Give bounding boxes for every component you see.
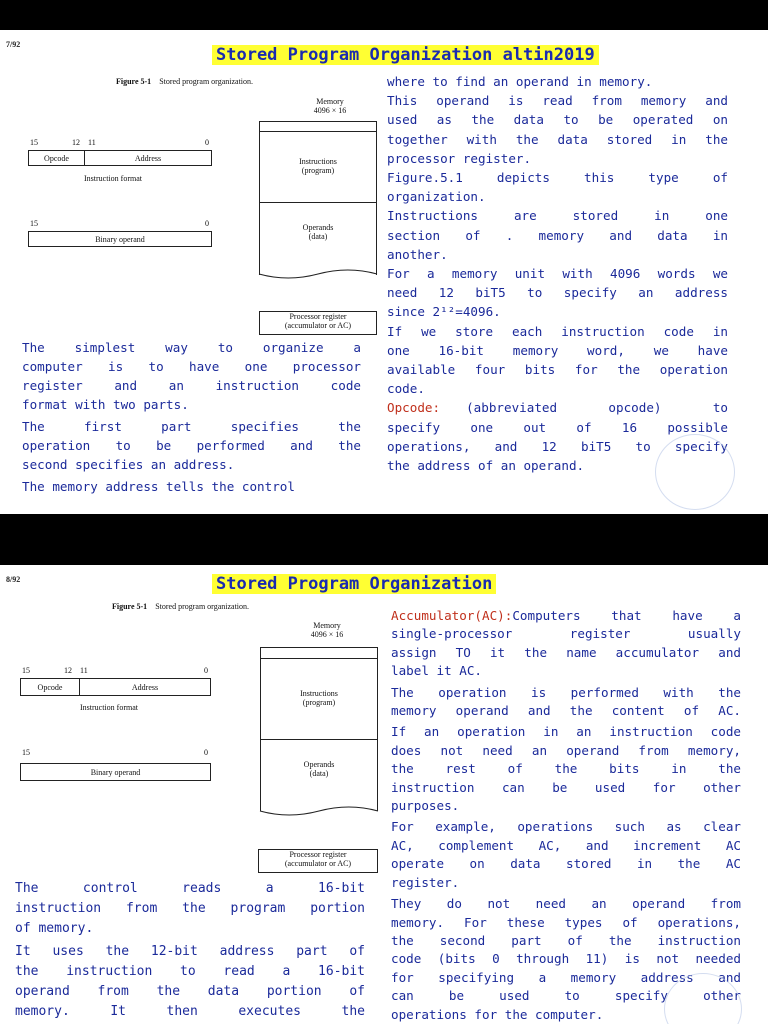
memory-label-line1: Memory [316, 97, 344, 106]
text-line: for specifying a memory address and [391, 969, 741, 985]
text-line: The memory address tells the control [22, 479, 295, 494]
operands-section [261, 740, 377, 800]
bit-15-label: 15 [30, 219, 38, 228]
text-line: another. [387, 246, 448, 262]
bit-15-label: 15 [22, 748, 30, 757]
text-line: register. [391, 874, 460, 890]
text-line: since 2¹²=4096. [387, 304, 501, 320]
text-line: the second part of the instruction [391, 932, 741, 948]
memory-block [260, 647, 378, 811]
figure-caption [116, 77, 253, 86]
slide-title: Stored Program Organization [212, 574, 496, 594]
instructions-section [260, 132, 376, 201]
text-line: used as the data to be operated on [387, 112, 728, 128]
processor-register-box [258, 849, 378, 873]
bit-11-label: 11 [88, 138, 96, 147]
text-line: together with the data stored in the [387, 131, 728, 147]
text-line: Figure.5.1 depicts this type of [387, 170, 728, 186]
text-line: single-processor register usually [391, 626, 741, 642]
instruction-format-label: Instruction format [84, 174, 142, 183]
page-number: 8/92 [6, 575, 21, 584]
text-line: of memory. [15, 921, 94, 936]
text-line: assign TO it the name accumulator and [391, 644, 741, 660]
memory-wavy-edge [259, 805, 379, 819]
slide-title: Stored Program Organization altin2019 [212, 45, 599, 65]
text-line: purposes. [391, 798, 460, 814]
binary-operand-box [20, 763, 211, 781]
opcode-term: Opcode: [387, 400, 441, 416]
figure-number: Figure 5-1 [116, 77, 152, 86]
right-text-block [387, 72, 728, 475]
text-line: section of . memory and data in [387, 227, 728, 243]
text-line: Computers that have a [512, 608, 741, 623]
memory-block [259, 121, 377, 275]
watermark-stamp [655, 434, 735, 510]
text-line: operation to be performed and the [22, 438, 361, 453]
accumulator-label: (accumulator or AC) [284, 858, 352, 868]
instruction-format-label: Instruction format [80, 703, 138, 712]
text-line: organization. [387, 189, 486, 205]
text-line: one 16-bit memory word, we have [387, 342, 728, 358]
operands-label: Operands [303, 760, 335, 770]
text-line: operate on data stored in the AC [391, 856, 741, 872]
text-line: memory. For these types of operations, [391, 914, 741, 930]
right-text-block [391, 607, 741, 1024]
text-line: the instruction to read a 16-bit [15, 964, 365, 979]
bit-11-label: 11 [80, 666, 88, 675]
instructions-label: Instructions [300, 689, 338, 699]
text-line: computer is to have one processor [22, 359, 361, 374]
text-line: instruction from the program portion [15, 901, 365, 916]
bit-12-label: 12 [64, 666, 72, 675]
text-line: Instructions are stored in one [387, 208, 728, 224]
text-line: They do not need an operand from [391, 896, 741, 912]
figure-caption-text: Stored program organization. [159, 77, 254, 86]
slide-7 [0, 30, 768, 514]
text-line: the address of an operand. [387, 458, 585, 474]
address-field: Address [131, 682, 159, 692]
processor-register-box [259, 311, 377, 335]
memory-label-line2: 4096 × 16 [310, 629, 344, 639]
text-line: operations, and 12 biT5 to specify [387, 438, 728, 454]
page-number: 7/92 [6, 40, 21, 49]
text-line: can be used to specify other [391, 988, 741, 1004]
text-line: the rest of the bits in the [391, 761, 741, 777]
instructions-label: Instructions [299, 156, 337, 166]
text-line: second specifies an address. [22, 457, 235, 472]
memory-wavy-edge [258, 268, 378, 282]
slide-8 [0, 565, 768, 1024]
text-line: For a memory unit with 4096 words we [387, 266, 728, 282]
program-label: (program) [301, 165, 335, 175]
processor-register-label: Processor register [289, 850, 347, 859]
text-line: code. [387, 381, 425, 397]
text-line: register and an instruction code [22, 378, 361, 393]
text-line: The operation is performed with the [391, 684, 741, 700]
bit-12-label: 12 [72, 138, 80, 147]
text-line: does not need an operand from memory, [391, 742, 741, 758]
left-text-block [22, 338, 361, 496]
address-field: Address [134, 153, 162, 163]
binary-operand-label: Binary operand [90, 767, 141, 777]
text-line: code (bits 0 through 11) is not needed [391, 951, 741, 967]
figure-caption [112, 602, 249, 611]
binary-operand-box [28, 231, 212, 247]
text-line: operations for the computer. [391, 1006, 604, 1022]
text-line: If an operation in an instruction code [391, 724, 741, 740]
text-line: where to find an operand in memory. [387, 74, 653, 89]
text-line: instruction can be used for other [391, 779, 741, 795]
text-line: (abbreviated opcode) to [466, 400, 728, 416]
text-line: The control reads a 16-bit [15, 881, 365, 896]
text-line: For example, operations such as clear [391, 819, 741, 835]
memory-label [296, 622, 358, 640]
text-line: operand from the data portion of [15, 984, 365, 999]
operands-label: Operands [302, 223, 334, 233]
text-line: label it AC. [391, 663, 482, 679]
text-line: The first part specifies the [22, 419, 361, 434]
memory-label-line2: 4096 × 16 [313, 105, 347, 115]
program-label: (program) [302, 698, 336, 707]
opcode-field: Opcode [37, 682, 63, 692]
text-line: processor register. [387, 150, 532, 166]
bit-0-label: 0 [204, 666, 208, 675]
text-line: specify one out of 16 possible [387, 419, 728, 435]
bit-15-label: 15 [22, 666, 30, 675]
text-line: If we store each instruction code in [387, 323, 728, 339]
accumulator-term: Accumulator(AC): [391, 608, 513, 623]
figure-caption-text: Stored program organization. [155, 602, 250, 611]
text-line: need 12 biT5 to specify an address [387, 285, 728, 301]
bit-0-label: 0 [205, 138, 209, 147]
text-line: It uses the 12-bit address part of [15, 944, 365, 959]
bit-15-label: 15 [30, 138, 38, 147]
opcode-line [387, 398, 728, 417]
text-line: available four bits for the operation [387, 362, 728, 378]
bit-0-label: 0 [204, 748, 208, 757]
text-line: memory. It then executes the [15, 1004, 365, 1019]
instruction-format-box [28, 150, 212, 166]
figure-number: Figure 5-1 [112, 602, 148, 611]
memory-label-line1: Memory [313, 621, 341, 630]
opcode-field: Opcode [44, 153, 69, 163]
left-text-block [15, 879, 365, 1022]
text-line: memory operand and the content of AC. [391, 703, 741, 719]
memory-label [300, 98, 360, 116]
text-line: This operand is read from memory and [387, 93, 728, 109]
data-label: (data) [308, 232, 328, 241]
instruction-format-box [20, 678, 211, 696]
operands-section [260, 203, 376, 263]
accumulator-line [391, 607, 741, 625]
instructions-section [261, 659, 377, 739]
bit-0-label: 0 [205, 219, 209, 228]
processor-register-label: Processor register [289, 312, 347, 321]
text-line: AC, complement AC, and increment AC [391, 837, 741, 853]
binary-operand-label: Binary operand [95, 234, 145, 244]
text-line: The simplest way to organize a [22, 340, 361, 355]
data-label: (data) [309, 769, 329, 778]
accumulator-label: (accumulator or AC) [284, 320, 352, 330]
text-line: format with two parts. [22, 397, 189, 412]
